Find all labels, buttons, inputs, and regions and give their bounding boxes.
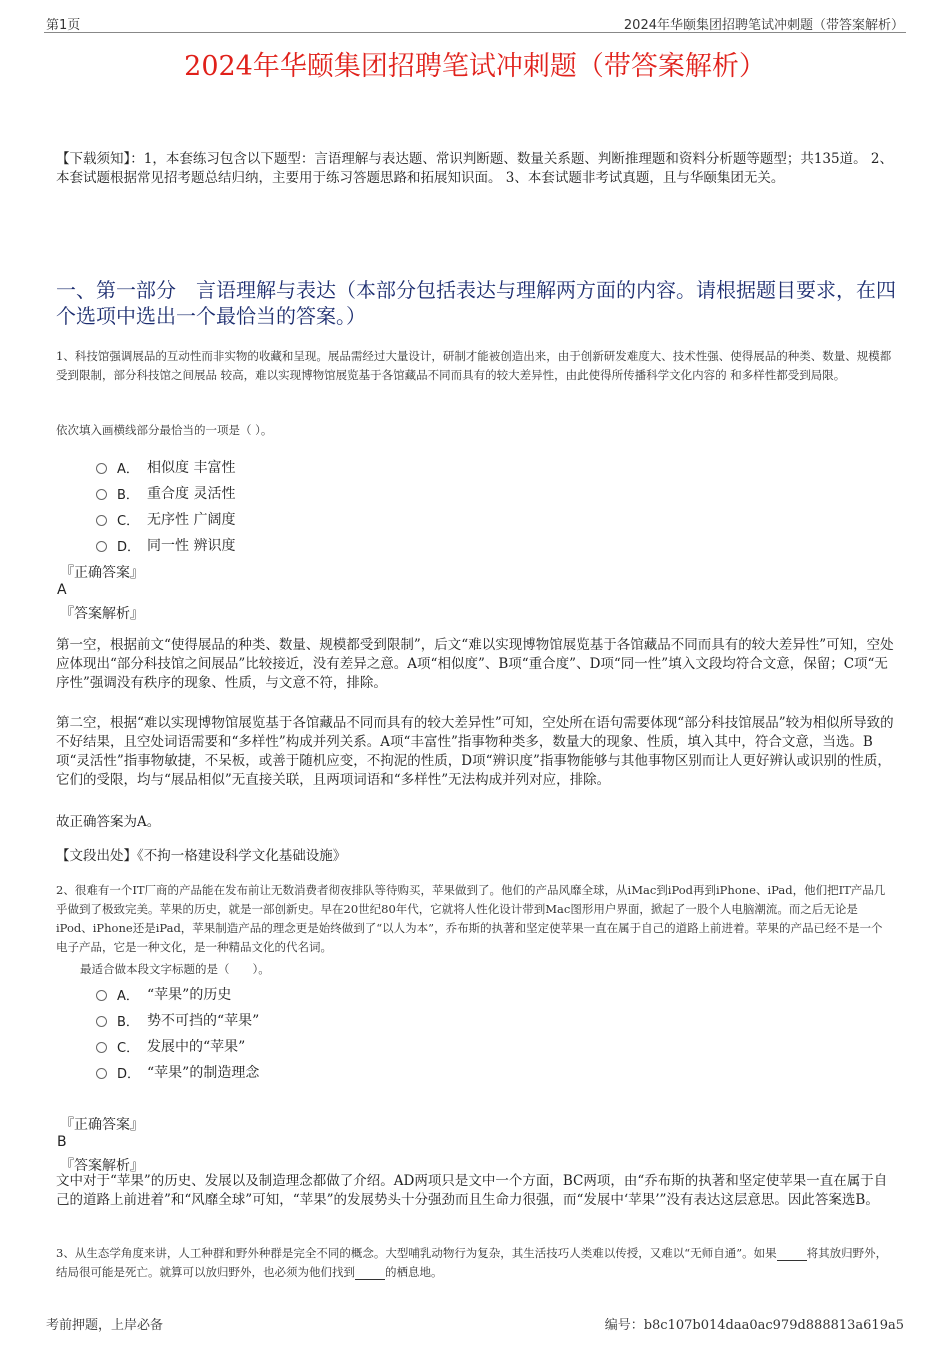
q1-option-a[interactable]: A． 相似度 丰富性 [96,457,235,477]
q1-answer: A [57,582,67,598]
q2-option-d[interactable]: D． “苹果”的制造理念 [96,1062,259,1082]
q2-analysis-label: 『答案解析』 [60,1158,144,1174]
q1-conclusion: 故正确答案为A。 [56,814,161,830]
q1-source: 【文段出处】《不拘一格建设科学文化基础设施》 [56,848,347,864]
radio-icon[interactable] [96,541,107,552]
radio-icon[interactable] [96,463,107,474]
section-heading: 一、第一部分 言语理解与表达（本部分包括表达与理解两方面的内容。请根据题目要求，在四个选项中选出一个最恰当的答案。） [56,278,896,328]
q1-analysis-2: 第二空，根据“难以实现博物馆展览基于各馆藏品不同而具有的较大差异性”可知，空处所在语句需要体现“部分科技馆展品”较为相似所导致的不好结果，且空处词语需要和“多样性”构成并列关系。A项“丰富性”指事物种类多，数量大的现象、性质，填入其中，符合文意，当选。B项“灵活性”指事物敏捷，不呆板，或善于随机应变，不拘泥的性质，D项“辨识度”指事物能够与其他事物区别而让人更好辨认或识别的性质，它们的受限，均与“展品相似”无直接关联，且两项词语和“多样性”无法构成并列对应，排除。 [56,715,894,788]
header-divider [44,32,906,33]
q2-answer-label: 『正确答案』 [60,1117,144,1133]
radio-icon[interactable] [96,1042,107,1053]
q2-answer: B [57,1134,67,1150]
q2-option-a[interactable]: A． “苹果”的历史 [96,984,231,1004]
question-3-text: 3、从生态学角度来讲，人工种群和野外种群是完全不同的概念。大型哺乳动物行为复杂，其生活技巧人类难以传授，又难以“无师自通”。如果 将其放归野外，结局很可能是死亡。就算可以放归野外，也必须为他们找到 的栖息地。 [56,1246,888,1279]
radio-icon[interactable] [96,990,107,1001]
question-1-text: 1、科技馆强调展品的互动性而非实物的收藏和呈现。展品需经过大量设计，研制才能被创造出来，由于创新研发难度大、技术性强、使得展品的种类、数量、规模都受到限制，部分科技馆之间展品 较高，难以实现博物馆展览基于各馆藏品不同而具有的较大差异性，由此使得所传播科学文化内容的 和多样性都受到局限。 [56,349,892,382]
radio-icon[interactable] [96,1016,107,1027]
radio-icon[interactable] [96,489,107,500]
q1-answer-label: 『正确答案』 [60,565,144,581]
q2-analysis: 文中对于“苹果”的历史、发展以及制造理念都做了介绍。AD两项只是文中一个方面，BC两项，由“乔布斯的执著和坚定使苹果一直在属于自己的道路上前进着”和“风靡全球”可知，“苹果”的发展势头十分强劲而且生命力很强，而“发展中‘苹果’”没有表达这层意思。因此答案选B。 [56,1173,888,1208]
footer-slogan: 考前押题，上岸必备 [46,1318,164,1333]
q1-analysis-1: 第一空，根据前文“使得展品的种类、数量、规模都受到限制”，后文“难以实现博物馆展览基于各馆藏品不同而具有的较大差异性”可知，空处应体现出“部分科技馆之间展品”比较接近，没有差异之意。A项“相似度”、B项“重合度”、D项“同一性”填入文段均符合文意，保留；C项“无序性”强调没有秩序的现象、性质，与文意不符，排除。 [56,637,894,691]
q2-option-b[interactable]: B． 势不可挡的“苹果” [96,1010,259,1030]
download-notice: 【下载须知】：1，本套练习包含以下题型：言语理解与表达题、常识判断题、数量关系题、判断推理题和资料分析题等题型；共135道。 2、本套试题根据常见招考题总结归纳，主要用于练习答题思路和拓展知识面。 3、本套试题非考试真题，且与华颐集团无关。 [56,151,893,186]
question-1-prompt: 依次填入画横线部分最恰当的一项是（ ）。 [56,423,273,437]
page-number: 第1页 [46,18,81,33]
q1-analysis-label: 『答案解析』 [60,606,144,622]
question-2-text: 2、很难有一个IT厂商的产品能在发布前让无数消费者彻夜排队等待购买，苹果做到了。他们的产品风靡全球，从iMac到iPod再到iPhone、iPad，他们把IT产品几乎做到了极致完美。苹果的历史，就是一部创新史。早在20世纪80年代，它就将人性化设计带到Mac图形用户界面，掀起了一股个人电脑潮流。而之后无论是iPod、iPhone还是iPad，苹果制造产品的理念更是始终做到了“以人为本”，乔布斯的执著和坚定使苹果一直在属于自己的道路上前进着。苹果的产品已经不是一个电子产品，它是一种文化，是一种精品文化的代名词。 [56,883,886,954]
fill-blank [777,1248,807,1261]
footer-id: 编号：b8c107b014daa0ac979d888813a619a5 [604,1318,904,1333]
page-title: 2024年华颐集团招聘笔试冲刺题（带答案解析） [184,51,766,82]
q2-option-c[interactable]: C． 发展中的“苹果” [96,1036,245,1056]
running-title: 2024年华颐集团招聘笔试冲刺题（带答案解析） [623,18,904,33]
q1-option-c[interactable]: C． 无序性 广阔度 [96,509,235,529]
fill-blank [355,1267,385,1280]
q1-option-d[interactable]: D． 同一性 辨识度 [96,535,235,555]
question-2-prompt: 最适合做本段文字标题的是（ ）。 [80,962,270,976]
radio-icon[interactable] [96,1068,107,1079]
q1-option-b[interactable]: B． 重合度 灵活性 [96,483,235,503]
radio-icon[interactable] [96,515,107,526]
